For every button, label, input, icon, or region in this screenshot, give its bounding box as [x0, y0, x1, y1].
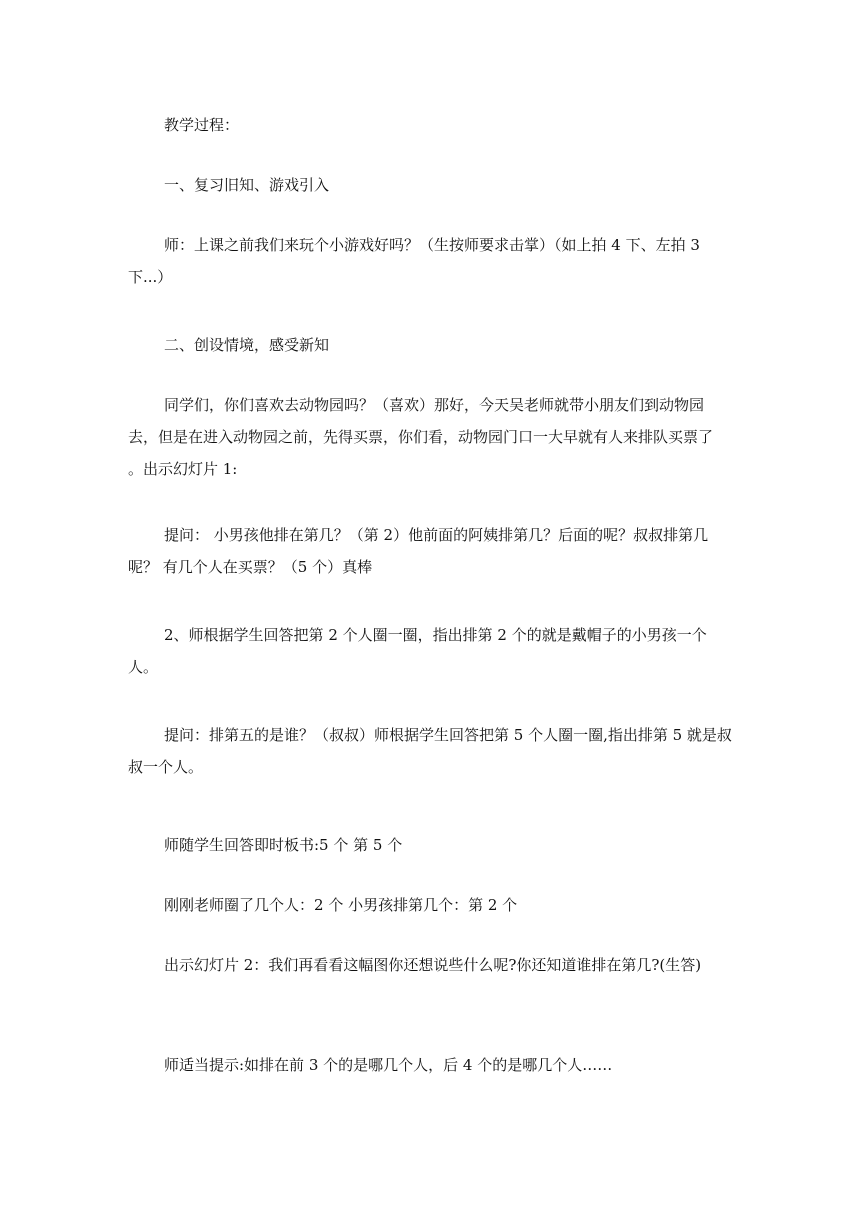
paragraph-board-writing [128, 829, 732, 861]
section-heading-review [128, 169, 732, 201]
section-heading-scenario [128, 329, 732, 361]
paragraph-question-fifth [128, 719, 732, 783]
paragraph-question-boy [128, 519, 732, 583]
paragraph-zoo-scenario [128, 389, 732, 485]
paragraph-text: 同学们，你们喜欢去动物园吗？（喜欢）那好，今天吴老师就带小朋友们到动物园去，但是在进入动物园之前，先得买票，你们看，动物园门口一大早就有人来排队买票了 。出示幻灯片 1: [128, 396, 714, 478]
paragraph-teacher-hint [128, 1049, 732, 1081]
paragraph-text: 二、创设情境，感受新知 [164, 336, 330, 354]
paragraph-text: 师随学生回答即时板书:5 个 第 5 个 [164, 836, 403, 854]
paragraph-slide-two [128, 949, 732, 981]
paragraph-circled-count [128, 889, 732, 921]
paragraph-text: 师：上课之前我们来玩个小游戏好吗？（生按师要求击掌）（如上拍 4 下、左拍 3 下...） [128, 236, 700, 286]
paragraph-text: 提问：排第五的是谁？（叔叔）师根据学生回答把第 5 个人圈一圈,指出排第 5 就是叔叔一个人。 [128, 726, 732, 776]
paragraph-text: 教学过程： [164, 116, 240, 134]
paragraph-text: 出示幻灯片 2：我们再看看这幅图你还想说些什么呢?你还知道谁排在第几?(生答) [164, 956, 702, 974]
paragraph-text: 刚刚老师圈了几个人：2 个 小男孩排第几个：第 2 个 [164, 896, 518, 914]
paragraph-text: 师适当提示:如排在前 3 个的是哪几个人，后 4 个的是哪几个人…… [164, 1056, 613, 1074]
paragraph-game-intro [128, 229, 732, 293]
paragraph-text: 提问： 小男孩他排在第几？（第 2）他前面的阿姨排第几？后面的呢？叔叔排第几呢？ 有几个人在买票？（5 个）真棒 [128, 526, 709, 576]
paragraph-text: 一、复习旧知、游戏引入 [164, 176, 330, 194]
section-heading-teaching-process [128, 109, 732, 141]
paragraph-circle-second [128, 619, 732, 683]
paragraph-text: 2、师根据学生回答把第 2 个人圈一圈，指出排第 2 个的就是戴帽子的小男孩一个人。 [128, 626, 707, 676]
